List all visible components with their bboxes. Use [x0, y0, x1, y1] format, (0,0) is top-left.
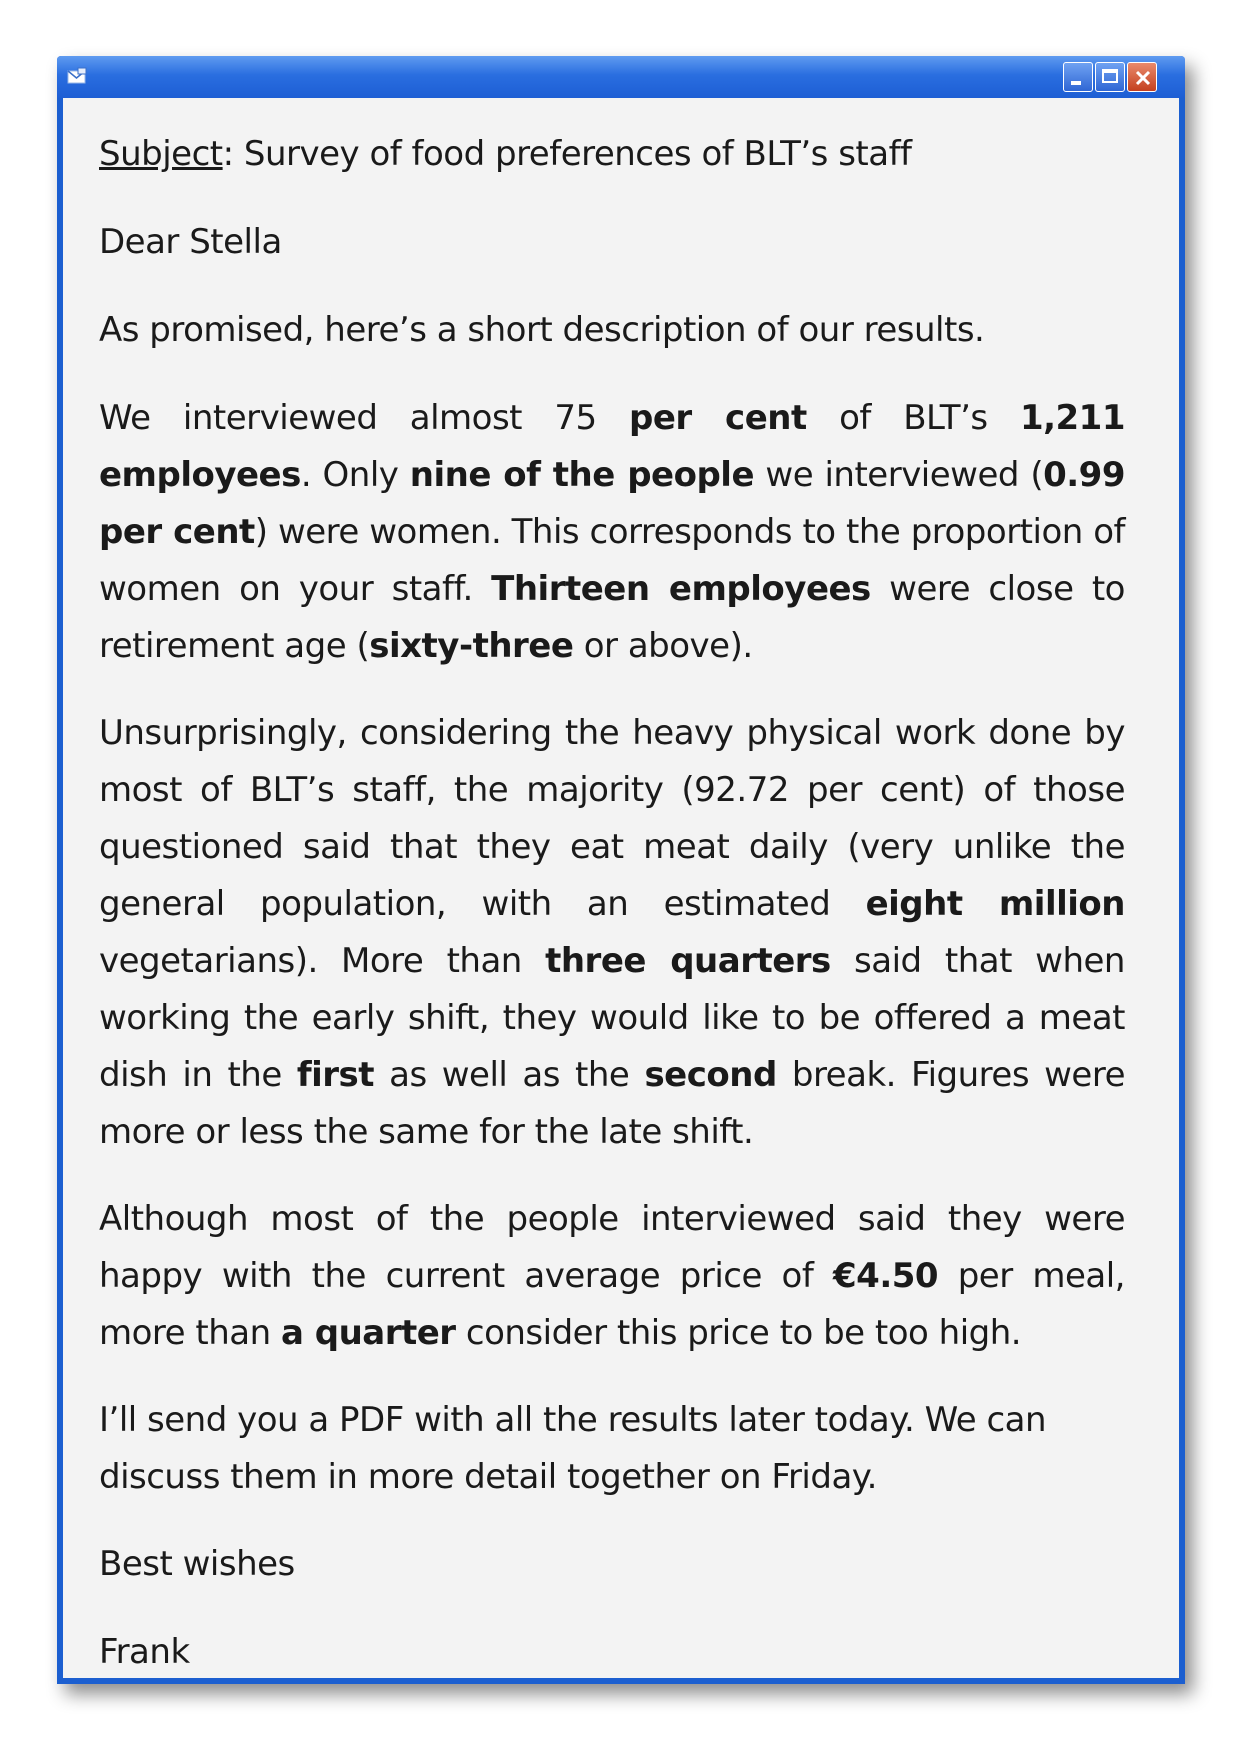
- intro-paragraph: As promised, here’s a short description of our results.: [99, 310, 985, 350]
- paragraph-meat-preferences: Unsurprisingly, considering the heavy physical work done by most of BLT’s staff, the majority (92.72 per cent) of those questioned said that they eat meat daily (very unlike the general population, with an estimated eight million vegetarians). More than three quarters said that when working the early shift, they would like to be offered a meat dish in the first as well as the second break. Figures were more or less the same for the late shift.: [99, 713, 1125, 1152]
- closing: Best wishes: [99, 1544, 295, 1584]
- maximize-button[interactable]: [1095, 62, 1125, 92]
- email-window: [57, 56, 1185, 1684]
- minimize-icon: [1071, 81, 1081, 85]
- subject-label: Subject: [99, 134, 223, 174]
- subject-text: Survey of food preferences of BLT’s staff: [243, 134, 912, 174]
- greeting: Dear Stella: [99, 222, 282, 262]
- paragraph-meal-price: Although most of the people interviewed said they were happy with the current average price of €4.50 per meal, more than a quarter consider this price to be too high.: [99, 1199, 1125, 1353]
- email-body[interactable]: [63, 98, 1179, 1678]
- paragraph-followup: I’ll send you a PDF with all the results later today. We can discuss them in more detail together on Friday.: [99, 1400, 1047, 1497]
- minimize-button[interactable]: [1063, 62, 1093, 92]
- maximize-icon: [1102, 69, 1118, 83]
- close-button[interactable]: [1127, 62, 1157, 92]
- subject-line: Subject: Survey of food preferences of BLT’s staff: [99, 134, 912, 174]
- signature: Frank: [99, 1632, 190, 1672]
- paragraph-staff-stats: We interviewed almost 75 per cent of BLT’s 1,211 employees. Only nine of the people we interviewed (0.99 per cent) were women. This corresponds to the proportion of women on your staff. Thirteen employees were close to retirement age (sixty-three or above).: [99, 398, 1125, 666]
- mail-icon[interactable]: [66, 67, 88, 87]
- close-icon: [1133, 68, 1153, 88]
- title-bar[interactable]: [57, 56, 1185, 98]
